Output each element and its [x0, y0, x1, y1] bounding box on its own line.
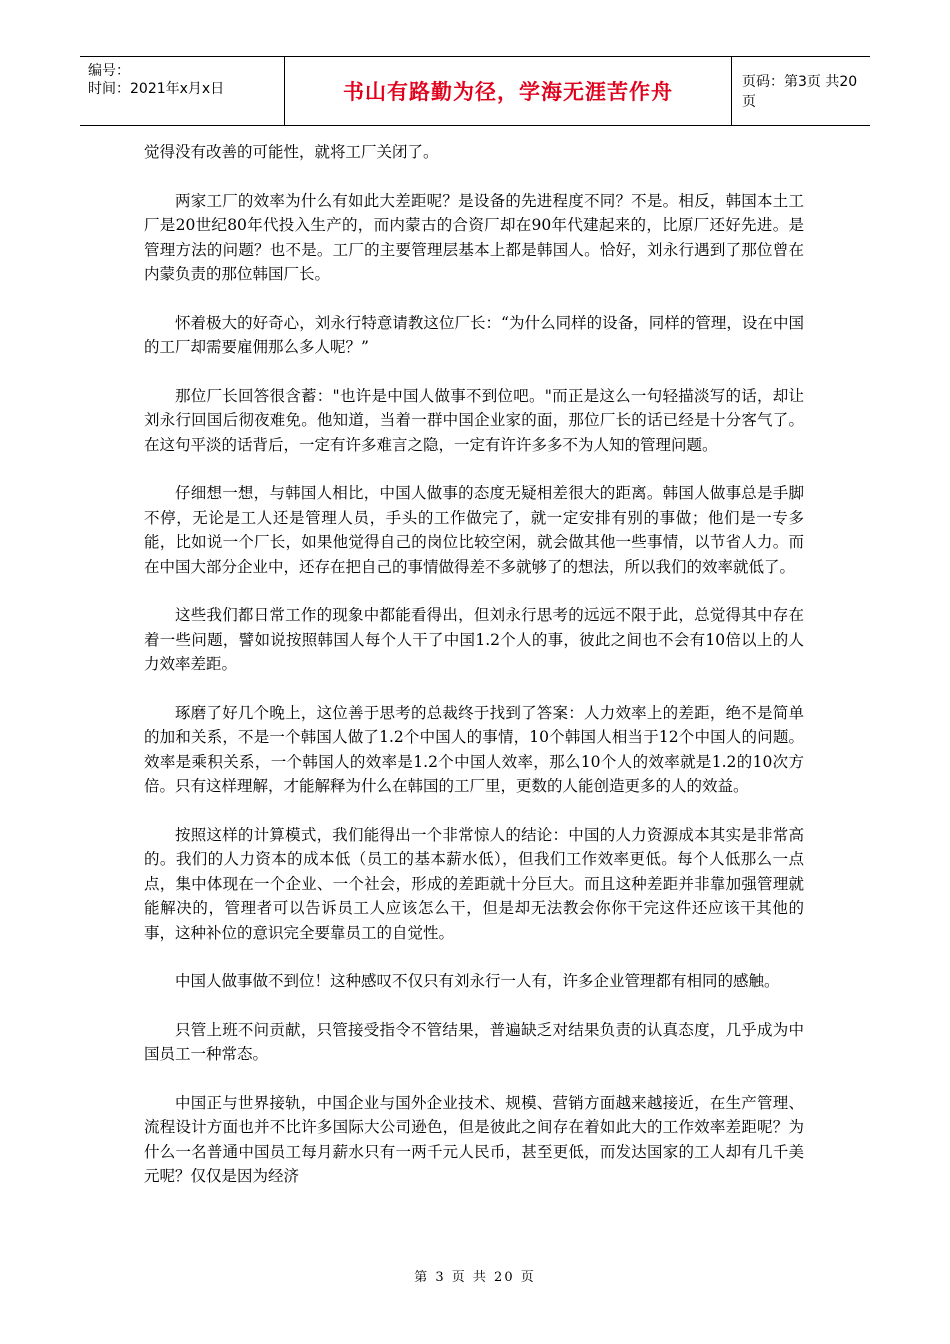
- document-time-label: 时间：2021年x月x日: [88, 81, 225, 97]
- paragraph: 这些我们都日常工作的现象中都能看得出，但刘永行思考的远远不限于此，总觉得其中存在着一些问题，譬如说按照韩国人每个人干了中国1.2个人的事，彼此之间也不会有10倍以上的人力效率差距。: [144, 606, 804, 673]
- page-footer: 第 3 页 共 20 页: [414, 1270, 536, 1285]
- paragraph: 两家工厂的效率为什么有如此大差距呢？是设备的先进程度不同？不是。相反，韩国本土工厂是20世纪80年代投入生产的，而内蒙古的合资厂却在90年代建起来的，比原厂还好先进。是管理方法的问题？也不是。工厂的主要管理层基本上都是韩国人。恰好，刘永行遇到了那位曾在内蒙负责的那位韩国厂长。: [144, 191, 804, 283]
- paragraph: 怀着极大的好奇心，刘永行特意请教这位厂长：“为什么同样的设备，同样的管理，设在中国的工厂却需要雇佣那么多人呢？”: [144, 313, 804, 356]
- document-body: [144, 140, 804, 1213]
- paragraph: 中国人做事做不到位！这种感叹不仅只有刘永行一人有，许多企业管理都有相同的感触。: [175, 972, 780, 990]
- page-header: [80, 56, 870, 126]
- header-meta: [80, 57, 285, 125]
- paragraph: 按照这样的计算模式，我们能得出一个非常惊人的结论：中国的人力资源成本其实是非常高的。我们的人力资本的成本低（员工的基本薪水低），但我们工作效率更低。每个人低那么一点点，集中体现在一个企业、一个社会，形成的差距就十分巨大。而且这种差距并非靠加强管理就能解决的，管理者可以告诉员工人应该怎么干，但是却无法教会你你干完这件还应该干其他的事，这种补位的意识完全要靠员工的自觉性。: [144, 825, 804, 942]
- paragraph: 中国正与世界接轨，中国企业与国外企业技术、规模、营销方面越来越接近，在生产管理、流程设计方面也并不比许多国际大公司逊色，但是彼此之间存在着如此大的工作效率差距呢？为什么一名普通中国员工每月薪水只有一两千元人民币，甚至更低，而发达国家的工人却有几千美元呢？仅仅是因为经济: [144, 1093, 804, 1185]
- paragraph: 觉得没有改善的可能性，就将工厂关闭了。: [144, 143, 439, 161]
- header-page-info: 页码：第3页 共20页: [742, 74, 858, 110]
- paragraph: 仔细想一想，与韩国人相比，中国人做事的态度无疑相差很大的距离。韩国人做事总是手脚不停，无论是工人还是管理人员，手头的工作做完了，就一定安排有别的事做；他们是一专多能，比如说一个厂长，如果他觉得自己的岗位比较空闲，就会做其他一些事情，以节省人力。而在中国大部分企业中，还存在把自己的事情做得差不多就够了的想法，所以我们的效率就低了。: [144, 484, 804, 576]
- document-number-label: 编号：: [88, 63, 130, 79]
- header-motto: 书山有路勤为径，学海无涯苦作舟: [343, 80, 673, 104]
- paragraph: 那位厂长回答很含蓄："也许是中国人做事不到位吧。"而正是这么一句轻描淡写的话，却让刘永行回国后彻夜难免。他知道，当着一群中国企业家的面，那位厂长的话已经是十分客气了。在这句平淡的话背后，一定有许多难言之隐，一定有许许多多不为人知的管理问题。: [144, 386, 804, 454]
- paragraph: 只管上班不问贡献，只管接受指令不管结果，普遍缺乏对结果负责的认真态度，几乎成为中国员工一种常态。: [144, 1020, 804, 1063]
- paragraph: 琢磨了好几个晚上，这位善于思考的总裁终于找到了答案：人力效率上的差距，绝不是简单的加和关系，不是一个韩国人做了1.2个中国人的事情，10个韩国人相当于12个中国人的问题。效率是乘积关系，一个韩国人的效率是1.2个中国人效率，那么10个人的效率就是1.2的10次方倍。只有这样理解，才能解释为什么在韩国的工厂里，更数的人能创造更多的人的效益。: [144, 703, 804, 795]
- header-motto-cell: [285, 57, 732, 125]
